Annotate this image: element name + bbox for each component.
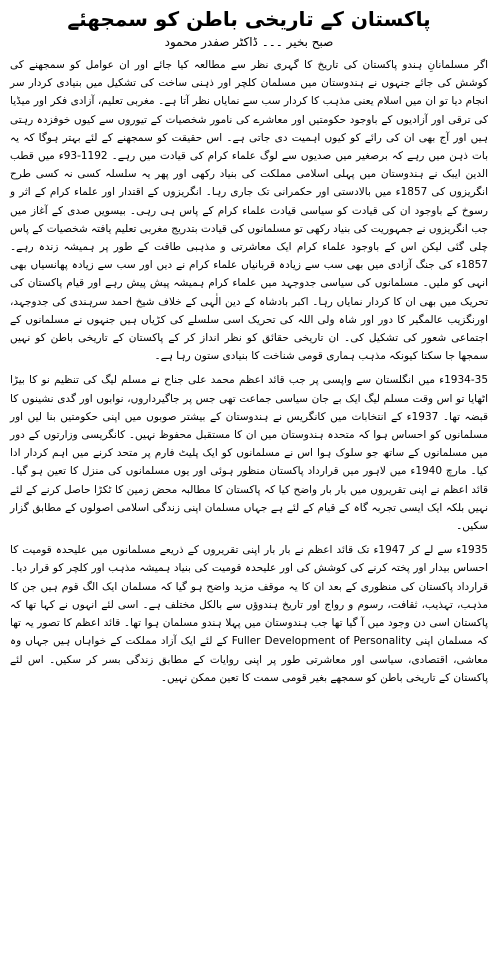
author-name: ڈاکٹر صفدر محمود <box>164 35 258 49</box>
byline-separator: ۔۔۔ <box>257 35 283 49</box>
article-paragraph-1: اگر مسلمانانِ ہندو پاکستان کی تاریخ کا گہری نظر سے مطالعہ کیا جائے اور ان عوامل کو سمجھنے کی کوشش کی جائے جنہوں نے ہندوستان میں مسلمان کلچر اور ذہنی ساخت کی تشکیل میں بنیادی کردار سر انجام دیا تو ان میں اسلام یعنی مذہب کا کردار سب سے نمایاں نظر آتا ہے۔ مغربی تعلیم، آزادی فکر اور میڈیا کی ترقی اور آزادیوں کے باوجود حکومتیں اور معاشرے کی نامور شخصیات کے تیوروں سے کیوں خوفزدہ رہتی ہیں اور آج بھی ان کی رائے کو کیوں اہمیت دی جاتی ہے۔ اس حقیقت کو سمجھنے کے لئے بہتر ہوگا کہ یہ بات ذہن میں رہے کہ برصغیر میں صدیوں سے لوگ علماء کرام کی قیادت میں رہے۔ 1192-93ء میں قطب الدین ایبک نے ہندوستان میں پہلی اسلامی مملکت کی بنیاد رکھی اور پھر یہ سلسلہ کسی نہ کسی طرح انگریزوں کی 1857ء میں بالادستی اور حکمرانی تک جاری رہا۔ انگریزوں کے اقتدار اور علماء کرام کے اثر و رسوخ کے باوجود ان کی قیادت کو سیاسی قیادت علماء کرام کے پاس ہی رہی۔ بیسویں صدی کے آغاز میں جب انگریزوں نے جمہوریت کی بنیاد رکھی تو مسلمانوں کی قیادت بتدریج مغربی تعلیم یافتہ شخصیات کے پاس چلی گئی لیکن اس کے باوجود علماء کرام ایک معاشرتی و مذہبی طاقت کے طور پر ہمیشہ زندہ رہے۔ 1857ء کی جنگ آزادی میں بھی سب سے زیادہ قربانیاں علماء کرام نے دیں اور سب سے زیادہ پھانسیاں بھی انہی کو ملیں۔ مسلمانوں کی سیاسی جدوجہد میں علماء کرام ہمیشہ پیش پیش رہے اور قیام پاکستان کی تحریک میں بھی ان کا کردار نمایاں رہا۔ اکبر بادشاہ کے دین الٰہی کے خلاف شیخ احمد سرہندی کی جدوجہد، اورنگزیب عالمگیر کا دور اور شاہ ولی اللہ کی تحریک اسی سلسلے کی کڑیاں ہیں جنہوں نے مسلمانوں کے اجتماعی شعور کی تشکیل کی۔ ان تاریخی حقائق کو نظر انداز کر کے پاکستان کے تاریخی باطن کو نہیں سمجھا جا سکتا کیونکہ مذہب ہماری قومی شناخت کا بنیادی ستون رہا ہے۔ <box>9 59 488 363</box>
column-name: صبح بخیر <box>286 35 334 49</box>
article-paragraph-3: 1935ء سے لے کر 1947ء تک قائد اعظم نے بار بار اپنی تقریروں کے ذریعے مسلمانوں میں علیحدہ قومیت کا احساس بیدار اور پختہ کرنے کی کوشش کی اور علیحدہ قومیت کی بنیاد ہمیشہ مذہب اور کلچر کو قرار دیا۔ قرارداد پاکستان کی منظوری کے بعد ان کا یہ موقف مزید واضح ہو گیا کہ مسلمان ایک الگ قوم ہیں جن کا مذہب، تہذیب، ثقافت، رسوم و رواج اور تاریخ ہندوؤں سے بالکل مختلف ہے۔ اسی لئے انہوں نے کہا تھا کہ پاکستان اسی دن وجود میں آ گیا تھا جب ہندوستان میں پہلا ہندو مسلمان ہوا تھا۔ قائد اعظم کا تصور یہ تھا کہ مسلمان اپنی Fuller Development of Personality کے لئے ایک آزاد مملکت کے خواہاں ہیں جہاں وہ معاشی، اقتصادی، سیاسی اور معاشرتی طور پر اپنی روایات کے مطابق زندگی بسر کر سکیں۔ اس لئے پاکستان کے تاریخی باطن کو سمجھے بغیر قومی سمت کا تعین ممکن نہیں۔ <box>10 544 489 684</box>
article-title: پاکستان کے تاریخی باطن کو سمجھئے <box>67 7 431 31</box>
byline <box>10 34 488 50</box>
article-paragraph-2: 1934-35ء میں انگلستان سے واپسی پر جب قائد اعظم محمد علی جناح نے مسلم لیگ کی تنظیم نو کا بیڑا اٹھایا تو اس وقت مسلم لیگ ایک بے جان سیاسی جماعت تھی جس پر جاگیرداروں، نوابوں اور گدی نشینوں کا قبضہ تھا۔ 1937ء کے انتخابات میں کانگریس نے ہندوستان کے بیشتر صوبوں میں اپنی حکومتیں بنا لیں اور مسلمانوں کو احساس ہوا کہ متحدہ ہندوستان میں ان کا مستقبل محفوظ نہیں۔ کانگریسی وزارتوں کے دور میں مسلمانوں کے ساتھ جو سلوک ہوا اس نے مسلمانوں کو ایک پلیٹ فارم پر متحد کرنے میں اہم کردار ادا کیا۔ مارچ 1940ء میں لاہور میں قرارداد پاکستان منظور ہوئی اور یوں مسلمانوں کی منزل کا تعین ہو گیا۔ قائد اعظم نے اپنی تقریروں میں بار بار واضح کیا کہ پاکستان کا مطالبہ محض زمین کا ٹکڑا حاصل کرنے کے لئے نہیں بلکہ ایک ایسی تجربہ گاہ کے قیام کے لئے ہے جہاں مسلمان اپنی زندگی اسلامی اصولوں کے مطابق گزار سکیں۔ <box>10 374 488 533</box>
